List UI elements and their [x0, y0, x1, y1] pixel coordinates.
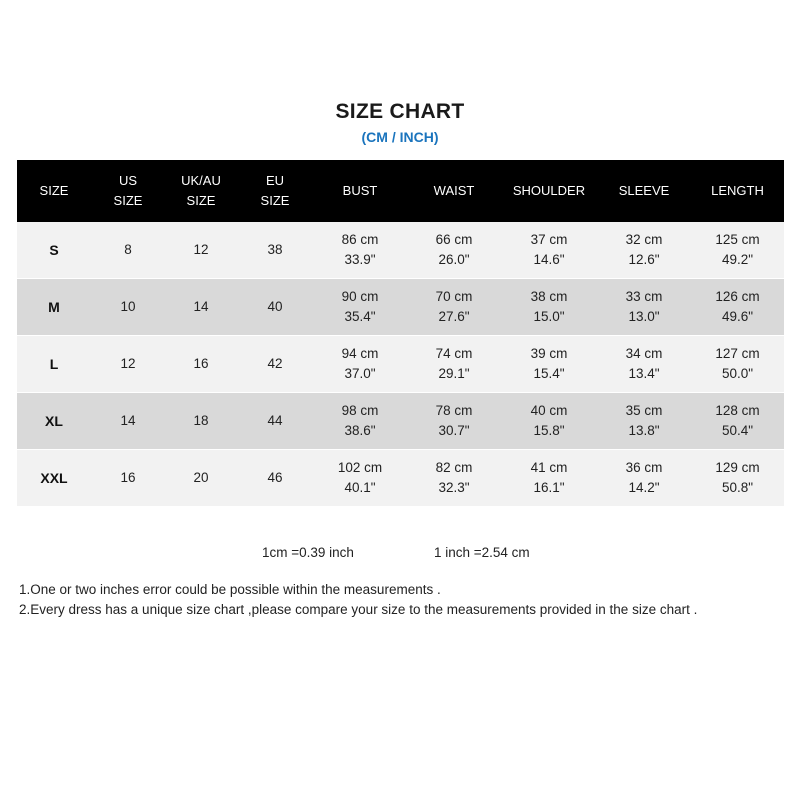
cell-size: S	[17, 222, 91, 278]
cell-eu: 42	[237, 336, 313, 392]
cell-length	[691, 279, 784, 335]
cell-eu: 40	[237, 279, 313, 335]
value-inch: 37.0"	[344, 366, 376, 381]
cell-bust	[313, 336, 407, 392]
cell-bust	[313, 279, 407, 335]
value-cm: 102 cm	[337, 460, 383, 475]
header-uk-au-size: UK/AU SIZE	[165, 160, 237, 222]
value-inch: 16.1"	[533, 480, 565, 495]
value-cm: 129 cm	[715, 460, 760, 475]
value-cm: 125 cm	[715, 232, 760, 247]
cell-us: 10	[91, 279, 165, 335]
value-cm: 34 cm	[625, 346, 663, 361]
cell-eu: 44	[237, 393, 313, 449]
header-shoulder: SHOULDER	[501, 160, 597, 222]
cell-eu: 46	[237, 450, 313, 506]
value-cm: 126 cm	[715, 289, 760, 304]
table-row	[17, 393, 784, 449]
header-size: SIZE	[17, 160, 91, 222]
cell-bust	[313, 393, 407, 449]
note-2: 2.Every dress has a unique size chart ,please compare your size to the measurements provided in the size chart .	[19, 602, 698, 617]
header-bust: BUST	[313, 160, 407, 222]
cell-waist	[407, 222, 501, 278]
cm-to-inch: 1cm =0.39 inch	[262, 545, 354, 560]
value-cm: 40 cm	[530, 403, 568, 418]
value-cm: 86 cm	[341, 232, 379, 247]
cell-shoulder	[501, 450, 597, 506]
table-row	[17, 336, 784, 392]
value-inch: 50.0"	[721, 366, 754, 381]
value-inch: 15.4"	[533, 366, 565, 381]
value-inch: 27.6"	[438, 309, 470, 324]
header-waist: WAIST	[407, 160, 501, 222]
size-table	[17, 160, 784, 506]
value-inch: 49.2"	[721, 252, 754, 267]
value-cm: 94 cm	[341, 346, 379, 361]
cell-sleeve	[597, 393, 691, 449]
cell-waist	[407, 336, 501, 392]
cell-waist	[407, 450, 501, 506]
value-cm: 90 cm	[341, 289, 379, 304]
cell-sleeve	[597, 336, 691, 392]
cell-size: M	[17, 279, 91, 335]
cell-us: 8	[91, 222, 165, 278]
cell-uk: 16	[165, 336, 237, 392]
value-cm: 37 cm	[530, 232, 568, 247]
cell-waist	[407, 279, 501, 335]
value-inch: 38.6"	[344, 423, 376, 438]
note-1: 1.One or two inches error could be possible within the measurements .	[19, 582, 441, 597]
value-inch: 33.9"	[344, 252, 376, 267]
cell-size: XL	[17, 393, 91, 449]
value-cm: 41 cm	[530, 460, 568, 475]
cell-uk: 14	[165, 279, 237, 335]
value-cm: 82 cm	[435, 460, 473, 475]
value-cm: 32 cm	[625, 232, 663, 247]
value-inch: 49.6"	[721, 309, 754, 324]
notes	[19, 580, 697, 620]
value-cm: 33 cm	[625, 289, 663, 304]
cell-waist	[407, 393, 501, 449]
value-inch: 29.1"	[438, 366, 470, 381]
value-inch: 50.8"	[721, 480, 754, 495]
value-inch: 13.4"	[628, 366, 660, 381]
value-inch: 40.1"	[344, 480, 376, 495]
value-inch: 12.6"	[628, 252, 660, 267]
value-inch: 13.8"	[628, 423, 660, 438]
value-cm: 74 cm	[435, 346, 473, 361]
cell-sleeve	[597, 450, 691, 506]
value-cm: 35 cm	[625, 403, 663, 418]
value-inch: 14.2"	[628, 480, 660, 495]
cell-size: XXL	[17, 450, 91, 506]
value-cm: 38 cm	[530, 289, 568, 304]
header-sleeve: SLEEVE	[597, 160, 691, 222]
cell-shoulder	[501, 336, 597, 392]
chart-title: SIZE CHART	[335, 100, 465, 123]
value-inch: 35.4"	[344, 309, 376, 324]
cell-length	[691, 336, 784, 392]
cell-shoulder	[501, 222, 597, 278]
value-inch: 13.0"	[628, 309, 660, 324]
header-us-size: US SIZE	[91, 160, 165, 222]
table-row	[17, 450, 784, 506]
header-eu-size: EU SIZE	[237, 160, 313, 222]
value-cm: 78 cm	[435, 403, 473, 418]
value-cm: 127 cm	[715, 346, 760, 361]
chart-subtitle: (CM / INCH)	[361, 129, 439, 145]
header-row	[17, 160, 784, 222]
value-inch: 15.8"	[533, 423, 565, 438]
cell-length	[691, 222, 784, 278]
value-cm: 70 cm	[435, 289, 473, 304]
value-inch: 15.0"	[533, 309, 565, 324]
cell-shoulder	[501, 279, 597, 335]
cell-size: L	[17, 336, 91, 392]
value-inch: 30.7"	[438, 423, 470, 438]
value-inch: 14.6"	[533, 252, 565, 267]
cell-bust	[313, 450, 407, 506]
value-cm: 98 cm	[341, 403, 379, 418]
cell-bust	[313, 222, 407, 278]
value-inch: 50.4"	[721, 423, 754, 438]
inch-to-cm: 1 inch =2.54 cm	[434, 545, 530, 560]
table-row	[17, 279, 784, 335]
value-cm: 36 cm	[625, 460, 663, 475]
cell-sleeve	[597, 279, 691, 335]
cell-us: 14	[91, 393, 165, 449]
header-length: LENGTH	[691, 160, 784, 222]
cell-length	[691, 450, 784, 506]
cell-uk: 12	[165, 222, 237, 278]
cell-shoulder	[501, 393, 597, 449]
value-inch: 26.0"	[438, 252, 470, 267]
cell-sleeve	[597, 222, 691, 278]
value-cm: 66 cm	[435, 232, 473, 247]
table-row	[17, 222, 784, 278]
cell-length	[691, 393, 784, 449]
cell-eu: 38	[237, 222, 313, 278]
cell-uk: 20	[165, 450, 237, 506]
value-cm: 39 cm	[530, 346, 568, 361]
cell-uk: 18	[165, 393, 237, 449]
cell-us: 16	[91, 450, 165, 506]
value-cm: 128 cm	[715, 403, 760, 418]
cell-us: 12	[91, 336, 165, 392]
value-inch: 32.3"	[438, 480, 470, 495]
